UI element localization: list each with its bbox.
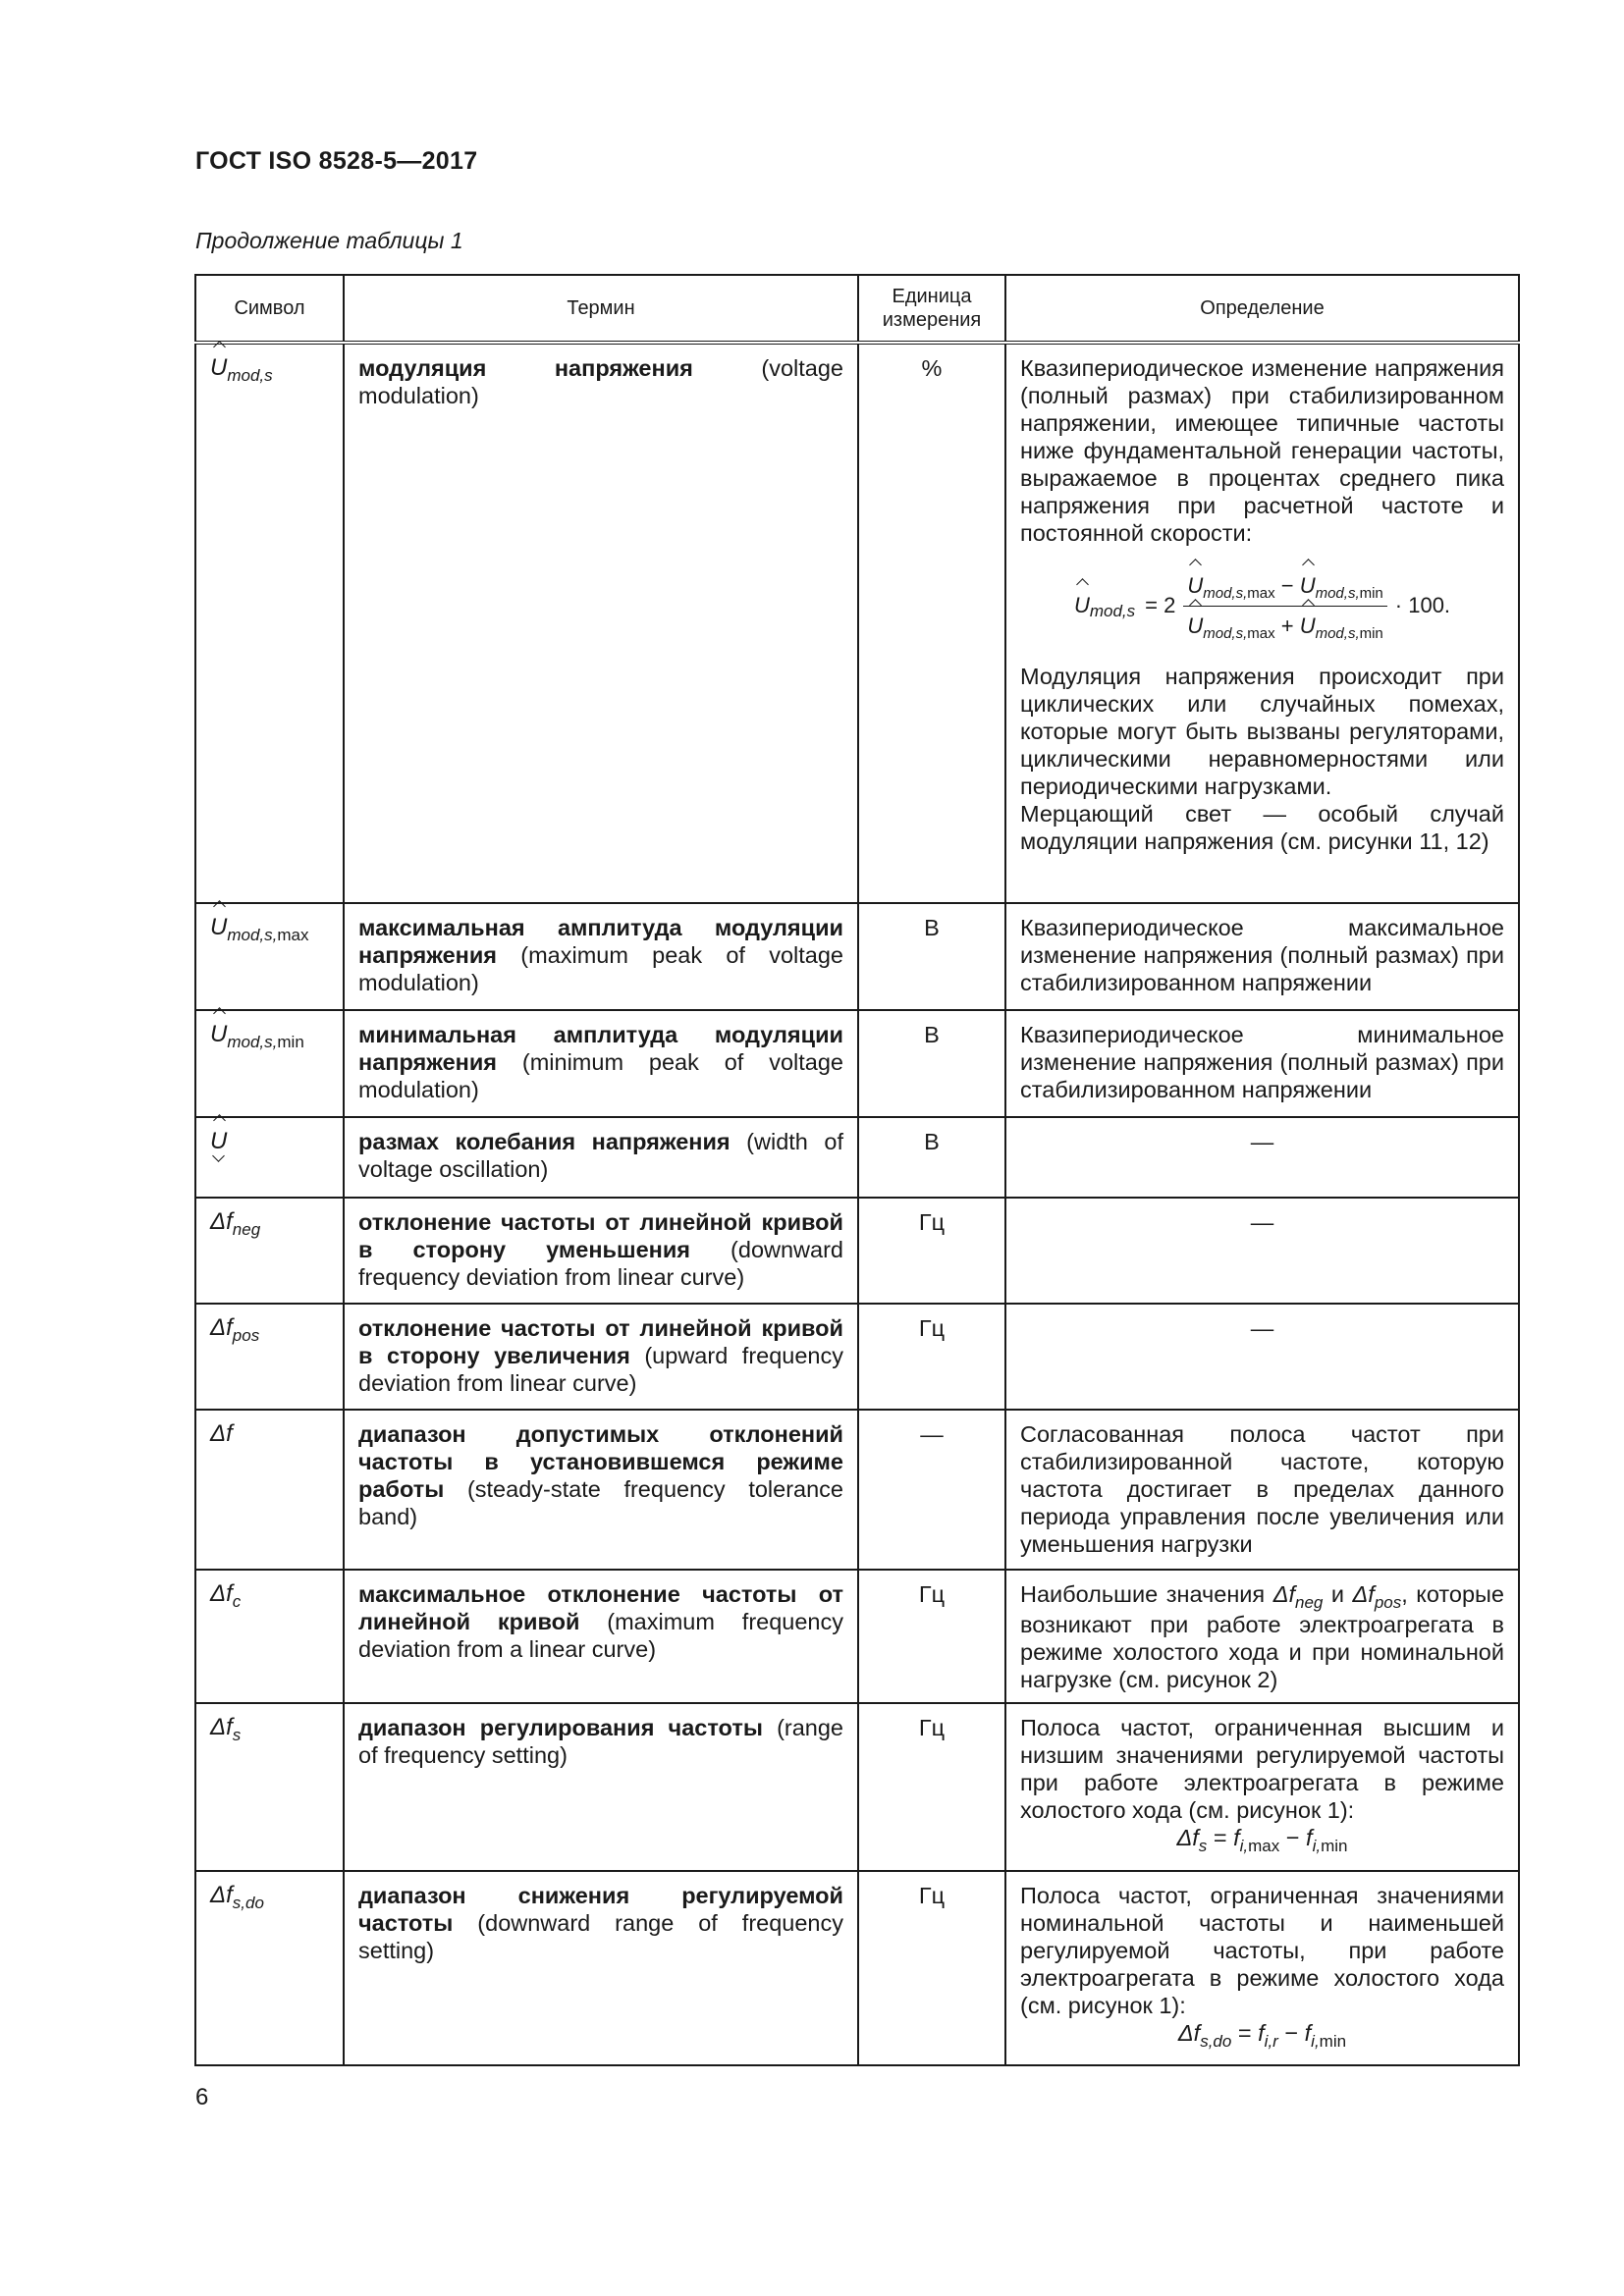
eq-lhs-sub: s xyxy=(1198,1837,1208,1855)
term-cell xyxy=(344,1410,858,1570)
term-ru: отклонение частоты от линейной кривой в сторону увеличения xyxy=(358,1315,843,1368)
symbol-cell xyxy=(195,1570,344,1703)
term-ru: размах колебания напряжения xyxy=(358,1129,731,1154)
term-cell xyxy=(344,1570,858,1703)
definition-part-a: Наибольшие значения xyxy=(1020,1581,1273,1607)
symbol-subscript: mod,s xyxy=(227,366,273,385)
symbol-cell xyxy=(195,1410,344,1570)
eq-b-sub: i, xyxy=(1312,1837,1322,1855)
eq-equals: = xyxy=(1231,2020,1259,2046)
symbol-subscript: s xyxy=(232,1726,242,1744)
table-row xyxy=(195,1703,1519,1871)
definition-text: Полоса частот, ограниченная высшим и низшим значениями регулируемой частоты при работе электроагрегата в режиме холостого хода (см. рисунок 1): xyxy=(1020,1715,1504,1823)
symbol-subscript-suffix: max xyxy=(277,926,309,944)
header-term: Термин xyxy=(344,275,858,343)
term-en: (width of voltage oscillation) xyxy=(358,1129,844,1182)
symbol-cell xyxy=(195,1703,344,1871)
table-row xyxy=(195,1871,1519,2065)
eq-b: f xyxy=(1306,1825,1313,1850)
eq-b-sub: i, xyxy=(1311,2032,1320,2051)
unit-cell: % xyxy=(858,343,1005,903)
symbol-cell xyxy=(195,1010,344,1117)
term-ru: модуляция напряжения xyxy=(358,355,693,381)
term-ru: отклонение частоты от линейной кривой в сторону уменьшения xyxy=(358,1209,843,1262)
unit-cell: В xyxy=(858,1010,1005,1117)
symbol-cell xyxy=(195,1117,344,1198)
term-ru: минимальная амплитуда модуляции напряжения xyxy=(358,1022,843,1075)
unit-cell: В xyxy=(858,1117,1005,1198)
symbol-base: Δf xyxy=(210,1882,233,1908)
den-b-suffix: min xyxy=(1359,625,1383,642)
symbol-subscript: pos xyxy=(232,1326,260,1345)
formula-denominator xyxy=(1183,607,1386,643)
unit-cell: Гц xyxy=(858,1703,1005,1871)
num-a-sub: mod,s, xyxy=(1203,585,1248,602)
term-en: (maximum frequency deviation from a linear curve) xyxy=(358,1609,843,1662)
symbol-base: Δf xyxy=(210,1314,233,1341)
def-symbol-2-sub: pos xyxy=(1374,1593,1402,1612)
symbol-base: U xyxy=(210,914,228,940)
symbol-subscript-suffix: min xyxy=(277,1033,304,1051)
definition-cell: — xyxy=(1005,1198,1519,1304)
num-b-base: U xyxy=(1299,573,1316,598)
num-a-suffix: max xyxy=(1247,585,1275,602)
eq-lhs: Δf xyxy=(1176,1825,1199,1850)
symbol-base: Δf xyxy=(210,1208,233,1235)
num-a-base: U xyxy=(1187,573,1204,598)
unit-cell: В xyxy=(858,903,1005,1010)
formula-fraction xyxy=(1183,568,1386,643)
term-ru: диапазон снижения регулируемой частоты xyxy=(358,1883,843,1936)
formula-lhs-base: U xyxy=(1073,593,1090,617)
table-row xyxy=(195,1304,1519,1410)
eq-lhs: Δf xyxy=(1177,2020,1201,2046)
term-cell xyxy=(344,1703,858,1871)
symbol-base: U xyxy=(210,1128,228,1154)
definition-text: Полоса частот, ограниченная значениями номинальной частоты и наименьшей регулируемой частоты, при работе электроагрегата в режиме холостого хода (см. рисунок 1): xyxy=(1020,1883,1504,2018)
header-definition: Определение xyxy=(1005,275,1519,343)
table-row xyxy=(195,903,1519,1010)
term-en: (voltage modulation) xyxy=(358,355,843,408)
eq-b-suffix: min xyxy=(1321,1837,1348,1855)
eq-b: f xyxy=(1304,2020,1312,2046)
formula-tail: · 100. xyxy=(1394,593,1451,617)
table-header-row xyxy=(195,275,1519,343)
symbol-cell xyxy=(195,903,344,1010)
definition-text: Квазипериодическое изменение напряжения (полный размах) при стабилизированном напряжении, имеющее типичные частоты ниже фундаментальной генерации частоты, выражаемое в процентах среднего пика напряжения при расчетной частоте и постоянной скорости: xyxy=(1020,355,1504,546)
eq-equals: = xyxy=(1207,1825,1234,1850)
term-cell xyxy=(344,1304,858,1410)
frequency-range-equation xyxy=(1020,1824,1504,1854)
symbol-cell xyxy=(195,1871,344,2065)
term-en: (range of frequency setting) xyxy=(358,1715,843,1768)
voltage-modulation-formula xyxy=(1020,568,1504,643)
table-row xyxy=(195,1010,1519,1117)
term-cell xyxy=(344,903,858,1010)
table-row xyxy=(195,343,1519,903)
unit-cell: Гц xyxy=(858,1871,1005,2065)
eq-lhs-sub: s,do xyxy=(1200,2032,1232,2051)
unit-cell: — xyxy=(858,1410,1005,1570)
formula-equals: = 2 xyxy=(1145,593,1176,617)
table-row xyxy=(195,1198,1519,1304)
term-cell xyxy=(344,1117,858,1198)
den-a-suffix: max xyxy=(1247,625,1275,642)
term-en: (maximum peak of voltage modulation) xyxy=(358,942,843,995)
den-b-base: U xyxy=(1299,614,1316,638)
def-symbol-1: Δf xyxy=(1272,1581,1295,1607)
definition-cell: Согласованная полоса частот при стабилизированной частоте, которую частота достигает в пределах данного периода управления после увеличения или уменьшения нагрузки xyxy=(1005,1410,1519,1570)
def-symbol-1-sub: neg xyxy=(1294,1593,1324,1612)
symbol-cell xyxy=(195,1304,344,1410)
den-a-base: U xyxy=(1187,614,1204,638)
header-unit: Единица измерения xyxy=(858,275,1005,343)
term-cell xyxy=(344,1010,858,1117)
num-b-suffix: min xyxy=(1359,585,1383,602)
symbol-subscript: c xyxy=(232,1592,242,1611)
eq-a-sub: i, xyxy=(1239,1837,1249,1855)
term-en: (minimum peak of voltage modulation) xyxy=(358,1049,843,1102)
eq-b-suffix: min xyxy=(1319,2032,1347,2051)
den-op: + xyxy=(1280,614,1294,638)
term-ru: максимальная амплитуда модуляции напряжения xyxy=(358,915,843,968)
terms-table xyxy=(194,274,1520,2066)
table-row xyxy=(195,1117,1519,1198)
definition-cell: Квазипериодическое минимальное изменение напряжения (полный размах) при стабилизированном напряжении xyxy=(1005,1010,1519,1117)
eq-a-suffix: max xyxy=(1248,1837,1280,1855)
frequency-range-equation xyxy=(1020,2019,1504,2050)
definition-part-b: и xyxy=(1323,1581,1353,1607)
definition-part-c: , которые возникают при работе электроагрегата в режиме холостого хода и при номинальной нагрузке (см. рисунок 2) xyxy=(1020,1581,1504,1692)
symbol-cell xyxy=(195,343,344,903)
document-code: ГОСТ ISO 8528-5—2017 xyxy=(195,147,478,175)
table-continuation-caption: Продолжение таблицы 1 xyxy=(195,228,463,253)
symbol-base: U xyxy=(210,354,228,381)
unit-cell: Гц xyxy=(858,1570,1005,1703)
unit-cell: Гц xyxy=(858,1304,1005,1410)
definition-cell: Квазипериодическое максимальное изменение напряжения (полный размах) при стабилизированном напряжении xyxy=(1005,903,1519,1010)
definition-cell xyxy=(1005,1703,1519,1871)
symbol-cell xyxy=(195,1198,344,1304)
definition-text-3: Мерцающий свет — особый случай модуляции напряжения (см. рисунки 11, 12) xyxy=(1020,801,1504,854)
definition-cell: — xyxy=(1005,1117,1519,1198)
term-en: (steady-state frequency tolerance band) xyxy=(358,1476,843,1529)
table-row xyxy=(195,1570,1519,1703)
term-cell xyxy=(344,1871,858,2065)
term-ru: диапазон допустимых отклонений частоты в установившемся режиме работы xyxy=(358,1421,843,1502)
term-en: (downward frequency deviation from linear curve) xyxy=(358,1237,843,1290)
term-en: (upward frequency deviation from linear curve) xyxy=(358,1343,843,1396)
definition-cell xyxy=(1005,1871,1519,2065)
term-en: (downward range of frequency setting) xyxy=(358,1910,843,1963)
symbol-base: Δf xyxy=(210,1580,233,1607)
symbol-base: U xyxy=(210,1021,228,1047)
definition-cell xyxy=(1005,1570,1519,1703)
num-b-sub: mod,s, xyxy=(1315,585,1360,602)
eq-a: f xyxy=(1258,2020,1265,2046)
header-symbol: Символ xyxy=(195,275,344,343)
symbol-subscript: neg xyxy=(232,1220,261,1239)
term-ru: диапазон регулирования частоты xyxy=(358,1715,763,1740)
page-number: 6 xyxy=(195,2084,209,2110)
eq-op: − xyxy=(1277,2020,1305,2046)
symbol-base: Δf xyxy=(210,1714,233,1740)
symbol-subscript: mod,s, xyxy=(227,1033,278,1051)
num-op: − xyxy=(1280,573,1294,598)
symbol-subscript: s,do xyxy=(232,1894,264,1912)
formula-numerator xyxy=(1183,568,1386,607)
den-b-sub: mod,s, xyxy=(1315,625,1360,642)
eq-op: − xyxy=(1279,1825,1307,1850)
den-a-sub: mod,s, xyxy=(1203,625,1248,642)
eq-a: f xyxy=(1233,1825,1240,1850)
definition-text-2: Модуляция напряжения происходит при циклических или случайных помехах, которые могут быть вызваны регуляторами, циклическими неравномерностями или периодическими нагрузками. xyxy=(1020,664,1504,799)
definition-cell: — xyxy=(1005,1304,1519,1410)
unit-cell: Гц xyxy=(858,1198,1005,1304)
eq-a-sub: i,r xyxy=(1264,2032,1278,2051)
symbol-subscript: mod,s, xyxy=(227,926,278,944)
symbol-base: Δf xyxy=(210,1420,233,1447)
def-symbol-2: Δf xyxy=(1352,1581,1375,1607)
term-ru: максимальное отклонение частоты от линейной кривой xyxy=(358,1581,843,1634)
table-row xyxy=(195,1410,1519,1570)
term-cell xyxy=(344,1198,858,1304)
term-cell xyxy=(344,343,858,903)
formula-lhs-sub: mod,s xyxy=(1089,602,1136,620)
definition-cell xyxy=(1005,343,1519,903)
